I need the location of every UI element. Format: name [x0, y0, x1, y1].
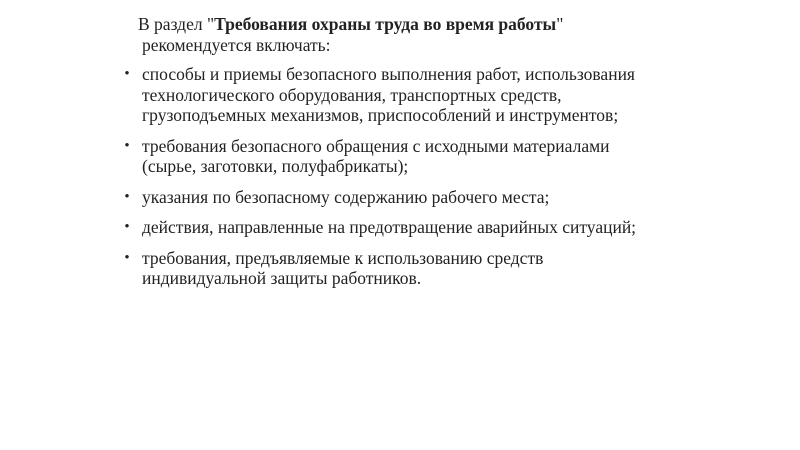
bullet-icon: • [124, 188, 130, 205]
list-item-text: требования безопасного обращения с исходными материалами (сырье, заготовки, полуфабрикаты); [142, 135, 610, 176]
section-title: Требования охраны труда во время работы [214, 14, 557, 34]
intro-prefix: В раздел " [138, 14, 215, 34]
bullet-icon: • [124, 66, 130, 82]
bullet-icon: • [124, 219, 130, 235]
intro-continuation: рекомендуется включать: [142, 34, 331, 55]
list-item-text: указания по безопасному содержанию рабочего места; [142, 186, 550, 207]
bullet-icon: • [124, 137, 130, 154]
bullet-icon: • [124, 249, 130, 266]
list-item [120, 136, 640, 177]
slide-content [120, 14, 640, 299]
list-item [120, 248, 640, 289]
list-item [120, 187, 640, 208]
intro-paragraph [120, 14, 640, 55]
list-item-text: действия, направленные на предотвращение аварийных ситуаций; [142, 217, 637, 237]
list-item [120, 64, 640, 126]
list-item [120, 217, 640, 238]
requirements-list [120, 64, 640, 289]
list-item-text: способы и приемы безопасного выполнения работ, использования технологического оборудования, транспортных средств, грузоподъемных механизмов, приспособлений и инструментов; [142, 64, 635, 125]
list-item-text: требования, предъявляемые к использованию средств индивидуальной защиты работников. [142, 247, 544, 288]
intro-suffix: " [556, 14, 564, 34]
